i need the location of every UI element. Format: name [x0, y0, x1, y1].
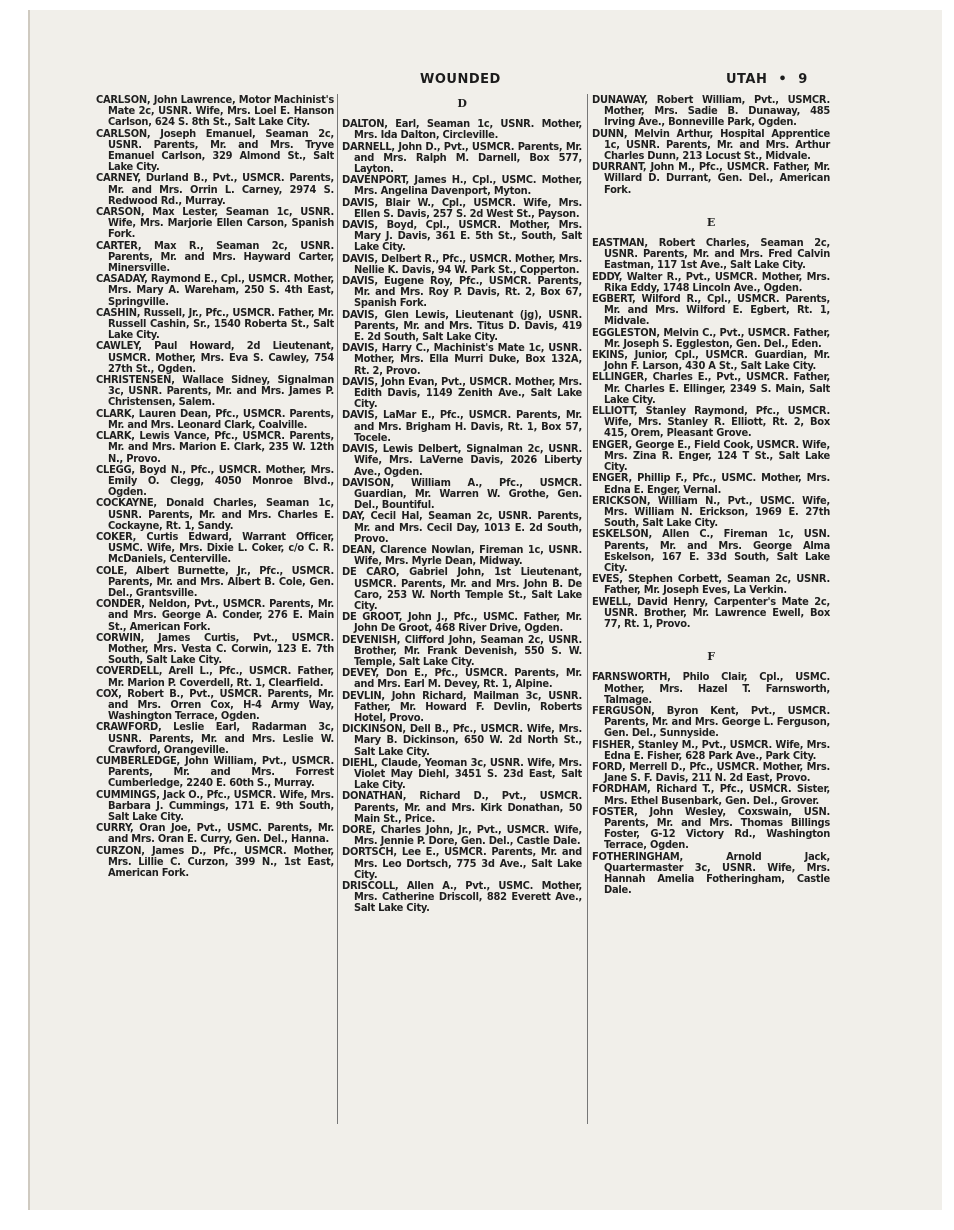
casualty-entry: FISHER, Stanley M., Pvt., USMCR. Wife, Mrs. Edna E. Fisher, 628 Park Ave., Park City. — [592, 737, 830, 762]
casualty-entry: CLARK, Lauren Dean, Pfc., USMCR. Parents, Mr. and Mrs. Leonard Clark, Coalville. — [96, 406, 334, 431]
casualty-entry: DE CARO, Gabriel John, 1st Lieutenant, USMCR. Parents, Mr. and Mrs. John B. De Caro, 253 W. North Temple St., Salt Lake City. — [342, 565, 582, 612]
casualty-entry: DUNN, Melvin Arthur, Hospital Apprentice 1c, USNR. Parents, Mr. and Mrs. Arthur Charles Dunn, 213 Locust St., Midvale. — [592, 126, 830, 163]
casualty-entry: ERICKSON, William N., Pvt., USMC. Wife, Mrs. William N. Erickson, 1969 E. 27th South, Salt Lake City. — [592, 493, 830, 530]
casualty-entry: DAVISON, William A., Pfc., USMCR. Guardian, Mr. Warren W. Grothe, Gen. Del., Bountiful. — [342, 475, 582, 512]
casualty-entry: DAVIS, Eugene Roy, Pfc., USMCR. Parents, Mr. and Mrs. Roy P. Davis, Rt. 2, Box 67, Spanish Fork. — [342, 274, 582, 310]
casualty-entry: CARLSON, John Lawrence, Motor Machinist's Mate 2c, USNR. Wife, Mrs. Loel E. Hanson Carlson, 624 S. 8th St., Salt Lake City. — [96, 93, 334, 129]
casualty-entry: DAY, Cecil Hal, Seaman 2c, USNR. Parents, Mr. and Mrs. Cecil Day, 1013 E. 2d South, Provo. — [342, 509, 582, 545]
column-divider-1 — [337, 94, 338, 1124]
casualty-entry: DAVIS, LaMar E., Pfc., USMCR. Parents, Mr. and Mrs. Brigham H. Davis, Rt. 1, Box 57, Tocele. — [342, 408, 582, 444]
casualty-entry: COLE, Albert Burnette, Jr., Pfc., USMCR. Parents, Mr. and Mrs. Albert B. Cole, Gen. Del., Grantsville. — [96, 563, 334, 599]
casualty-entry: EASTMAN, Robert Charles, Seaman 2c, USNR. Parents, Mr. and Mrs. Fred Calvin Eastman, 117 1st Ave., Salt Lake City. — [592, 236, 830, 272]
casualty-entry: CARSON, Max Lester, Seaman 1c, USNR. Wife, Mrs. Marjorie Ellen Carson, Spanish Fork. — [96, 205, 334, 241]
casualty-entry: FORD, Merrell D., Pfc., USMCR. Mother, Mrs. Jane S. F. Davis, 211 N. 2d East, Provo. — [592, 759, 830, 785]
page-number: 9 — [798, 72, 808, 87]
casualty-entry: CUMMINGS, Jack O., Pfc., USMCR. Wife, Mrs. Barbara J. Cummings, 171 E. 9th South, Salt Lake City. — [96, 787, 334, 823]
casualty-entry: CLARK, Lewis Vance, Pfc., USMCR. Parents, Mr. and Mrs. Marion E. Clark, 235 W. 12th N., Provo. — [96, 429, 334, 465]
column-2 — [342, 94, 582, 914]
running-head-state — [726, 72, 808, 87]
casualty-entry: DORE, Charles John, Jr., Pvt., USMCR. Wife, Mrs. Jennie P. Dore, Gen. Del., Castle Dale. — [342, 823, 582, 848]
casualty-entry: DORTSCH, Lee E., USMCR. Parents, Mr. and Mrs. Leo Dortsch, 775 3d Ave., Salt Lake City. — [342, 845, 582, 881]
casualty-entry: CORWIN, James Curtis, Pvt., USMCR. Mother, Mrs. Vesta C. Corwin, 123 E. 7th South, Salt Lake City. — [96, 630, 334, 667]
casualty-entry: DAVIS, John Evan, Pvt., USMCR. Mother, Mrs. Edith Davis, 1149 Zenith Ave., Salt Lake City. — [342, 374, 582, 411]
casualty-entry: DONATHAN, Richard D., Pvt., USMCR. Parents, Mr. and Mrs. Kirk Donathan, 50 Main St., Price. — [342, 789, 582, 825]
casualty-entry: CUMBERLEDGE, John William, Pvt., USMCR. Parents, Mr. and Mrs. Forrest Cumberledge, 2240 E. 60th S., Murray. — [96, 753, 334, 790]
casualty-entry: DEVLIN, John Richard, Mailman 3c, USNR. Father, Mr. Howard F. Devlin, Roberts Hotel, Provo. — [342, 688, 582, 724]
casualty-entry: CARNEY, Durland B., Pvt., USMCR. Parents, Mr. and Mrs. Orrin L. Carney, 2974 S. Redwood Rd., Murray. — [96, 171, 334, 207]
casualty-entry: CARTER, Max R., Seaman 2c, USNR. Parents, Mr. and Mrs. Hayward Carter, Minersville. — [96, 238, 334, 275]
casualty-entry: DAVIS, Boyd, Cpl., USMCR. Mother, Mrs. Mary J. Davis, 361 E. 5th St., South, Salt Lake City. — [342, 218, 582, 254]
casualty-entry: DURRANT, John M., Pfc., USMCR. Father, Mr. Willard D. Durrant, Gen. Del., American Fork. — [592, 160, 830, 196]
section-letter-d: D — [457, 97, 467, 110]
casualty-entry: CLEGG, Boyd N., Pfc., USMCR. Mother, Mrs. Emily O. Clegg, 4050 Monroe Blvd., Ogden. — [96, 462, 334, 499]
section-spacer — [592, 629, 830, 647]
section-spacer — [592, 195, 830, 213]
casualty-entry: ENGER, George E., Field Cook, USMCR. Wife, Mrs. Zina R. Enger, 124 T St., Salt Lake City. — [592, 437, 830, 474]
casualty-entry: FERGUSON, Byron Kent, Pvt., USMCR. Parents, Mr. and Mrs. George L. Ferguson, Gen. Del., Sunnyside. — [592, 703, 830, 740]
casualty-entry: DEVENISH, Clifford John, Seaman 2c, USNR. Brother, Mr. Frank Devenish, 550 S. W. Temple, Salt Lake City. — [342, 632, 582, 668]
casualty-entry: FOTHERINGHAM, Arnold Jack, Quartermaster 3c, USNR. Wife, Mrs. Hannah Amelia Fotheringham, Castle Dale. — [592, 849, 830, 897]
casualty-entry: EKINS, Junior, Cpl., USMCR. Guardian, Mr. John F. Larson, 430 A St., Salt Lake City. — [592, 348, 830, 373]
casualty-entry: DUNAWAY, Robert William, Pvt., USMCR. Mother, Mrs. Sadie B. Dunaway, 485 Irving Ave., Bonneville Park, Ogden. — [592, 93, 830, 129]
casualty-entry: DEAN, Clarence Nowlan, Fireman 1c, USNR. Wife, Mrs. Myrle Dean, Midway. — [342, 542, 582, 568]
casualty-entry: COKER, Curtis Edward, Warrant Officer, USMC. Wife, Mrs. Dixie L. Coker, c/o C. R. McDaniels, Centerville. — [96, 529, 334, 566]
casualty-entry: ENGER, Phillip F., Pfc., USMC. Mother, Mrs. Edna E. Enger, Vernal. — [592, 471, 830, 496]
casualty-entry: CASHIN, Russell, Jr., Pfc., USMCR. Father, Mr. Russell Cashin, Sr., 1540 Roberta St., Salt Lake City. — [96, 305, 334, 342]
casualty-entry: DAVIS, Lewis Delbert, Signalman 2c, USNR. Wife, Mrs. LaVerne Davis, 2026 Liberty Ave., Ogden. — [342, 442, 582, 478]
casualty-entry: CURRY, Oran Joe, Pvt., USMC. Parents, Mr. and Mrs. Oran E. Curry, Gen. Del., Hanna. — [96, 821, 334, 846]
casualty-entry: DICKINSON, Dell B., Pfc., USMCR. Wife, Mrs. Mary B. Dickinson, 650 W. 2d North St., Salt Lake City. — [342, 722, 582, 758]
casualty-entry: EVES, Stephen Corbett, Seaman 2c, USNR. Father, Mr. Joseph Eves, La Verkin. — [592, 572, 830, 597]
casualty-entry: DRISCOLL, Allen A., Pvt., USMC. Mother, Mrs. Catherine Driscoll, 882 Everett Ave., Salt Lake City. — [342, 879, 582, 915]
casualty-entry: ESKELSON, Allen C., Fireman 1c, USN. Parents, Mr. and Mrs. George Alma Eskelson, 167 E. 33d South, Salt Lake City. — [592, 527, 830, 574]
casualty-entry: CONDER, Neldon, Pvt., USMCR. Parents, Mr. and Mrs. George A. Conder, 276 E. Main St., American Fork. — [96, 597, 334, 633]
casualty-entry: DALTON, Earl, Seaman 1c, USNR. Mother, Mrs. Ida Dalton, Circleville. — [342, 117, 582, 142]
column-divider-2 — [587, 94, 588, 1124]
column-3 — [592, 94, 830, 895]
casualty-entry: CASADAY, Raymond E., Cpl., USMCR. Mother, Mrs. Mary A. Wareham, 250 S. 4th East, Springville. — [96, 272, 334, 308]
casualty-entry: DAVIS, Harry C., Machinist's Mate 1c, USNR. Mother, Mrs. Ella Murri Duke, Box 132A, Rt. 2, Provo. — [342, 341, 582, 377]
casualty-entry: CURZON, James D., Pfc., USMCR. Mother, Mrs. Lillie C. Curzon, 399 N., 1st East, American Fork. — [96, 843, 334, 880]
state-name: UTAH — [726, 72, 768, 87]
casualty-entry: DAVIS, Glen Lewis, Lieutenant (jg), USNR. Parents, Mr. and Mrs. Titus D. Davis, 419 E. 2d South, Salt Lake City. — [342, 307, 582, 344]
casualty-entry: CAWLEY, Paul Howard, 2d Lieutenant, USMCR. Mother, Mrs. Eva S. Cawley, 754 27th St., Ogden. — [96, 339, 334, 375]
casualty-entry: DIEHL, Claude, Yeoman 3c, USNR. Wife, Mrs. Violet May Diehl, 3451 S. 23d East, Salt Lake City. — [342, 755, 582, 792]
casualty-entry: CARLSON, Joseph Emanuel, Seaman 2c, USNR. Parents, Mr. and Mrs. Tryve Emanuel Carlson, 329 Almond St., Salt Lake City. — [96, 126, 334, 174]
casualty-entry: COX, Robert B., Pvt., USMCR. Parents, Mr. and Mrs. Orren Cox, H-4 Army Way, Washington Terrace, Ogden. — [96, 686, 334, 723]
casualty-entry: COVERDELL, Arell L., Pfc., USMCR. Father, Mr. Marion P. Coverdell, Rt. 1, Clearfield. — [96, 664, 334, 689]
casualty-entry: EDDY, Walter R., Pvt., USMCR. Mother, Mrs. Rika Eddy, 1748 Lincoln Ave., Ogden. — [592, 269, 830, 294]
casualty-entry: DAVENPORT, James H., Cpl., USMC. Mother, Mrs. Angelina Davenport, Myton. — [342, 173, 582, 198]
running-head-section: WOUNDED — [420, 72, 501, 87]
section-letter-e: E — [706, 215, 716, 229]
casualty-entry: FOSTER, John Wesley, Coxswain, USN. Parents, Mr. and Mrs. Thomas Billings Foster, G-12 Victory Rd., Washington Terrace, Ogden. — [592, 804, 830, 852]
casualty-entry: DAVIS, Delbert R., Pfc., USMCR. Mother, Mrs. Nellie K. Davis, 94 W. Park St., Copperton. — [342, 251, 582, 276]
section-letter-f: F — [707, 650, 715, 664]
casualty-entry: ELLINGER, Charles E., Pvt., USMCR. Father, Mr. Charles E. Ellinger, 2349 S. Main, Salt Lake City. — [592, 370, 830, 406]
casualty-entry: CHRISTENSEN, Wallace Sidney, Signalman 3c, USNR. Parents, Mr. and Mrs. James P. Christensen, Salem. — [96, 373, 334, 409]
casualty-entry: EGGLESTON, Melvin C., Pvt., USMCR. Father, Mr. Joseph S. Eggleston, Gen. Del., Eden. — [592, 325, 830, 350]
casualty-entry: DEVEY, Don E., Pfc., USMCR. Parents, Mr. and Mrs. Earl M. Devey, Rt. 1, Alpine. — [342, 666, 582, 691]
header-bullet: • — [778, 72, 788, 87]
document-page — [28, 10, 942, 1210]
casualty-entry: FORDHAM, Richard T., Pfc., USMCR. Sister, Mrs. Ethel Busenbark, Gen. Del., Grover. — [592, 782, 830, 807]
casualty-entry: EGBERT, Wilford R., Cpl., USMCR. Parents, Mr. and Mrs. Wilford E. Egbert, Rt. 1, Midvale. — [592, 292, 830, 328]
casualty-entry: DARNELL, John D., Pvt., USMCR. Parents, Mr. and Mrs. Ralph M. Darnell, Box 577, Layton. — [342, 139, 582, 176]
casualty-entry: EWELL, David Henry, Carpenter's Mate 2c, USNR. Brother, Mr. Lawrence Ewell, Box 77, Rt. 1, Provo. — [592, 594, 830, 630]
column-1 — [96, 94, 334, 878]
casualty-entry: CRAWFORD, Leslie Earl, Radarman 3c, USNR. Parents, Mr. and Mrs. Leslie W. Crawford, Orangeville. — [96, 720, 334, 756]
casualty-entry: FARNSWORTH, Philo Clair, Cpl., USMC. Mother, Mrs. Hazel T. Farnsworth, Talmage. — [592, 670, 830, 706]
casualty-entry: DAVIS, Blair W., Cpl., USMCR. Wife, Mrs. Ellen S. Davis, 257 S. 2d West St., Payson. — [342, 195, 582, 220]
casualty-entry: COCKAYNE, Donald Charles, Seaman 1c, USNR. Parents, Mr. and Mrs. Charles E. Cockayne, Rt. 1, Sandy. — [96, 496, 334, 532]
casualty-entry: DE GROOT, John J., Pfc., USMC. Father, Mr. John De Groot, 468 River Drive, Ogden. — [342, 610, 582, 635]
casualty-entry: ELLIOTT, Stanley Raymond, Pfc., USMCR. Wife, Mrs. Stanley R. Elliott, Rt. 2, Box 415, Orem, Pleasant Grove. — [592, 404, 830, 440]
